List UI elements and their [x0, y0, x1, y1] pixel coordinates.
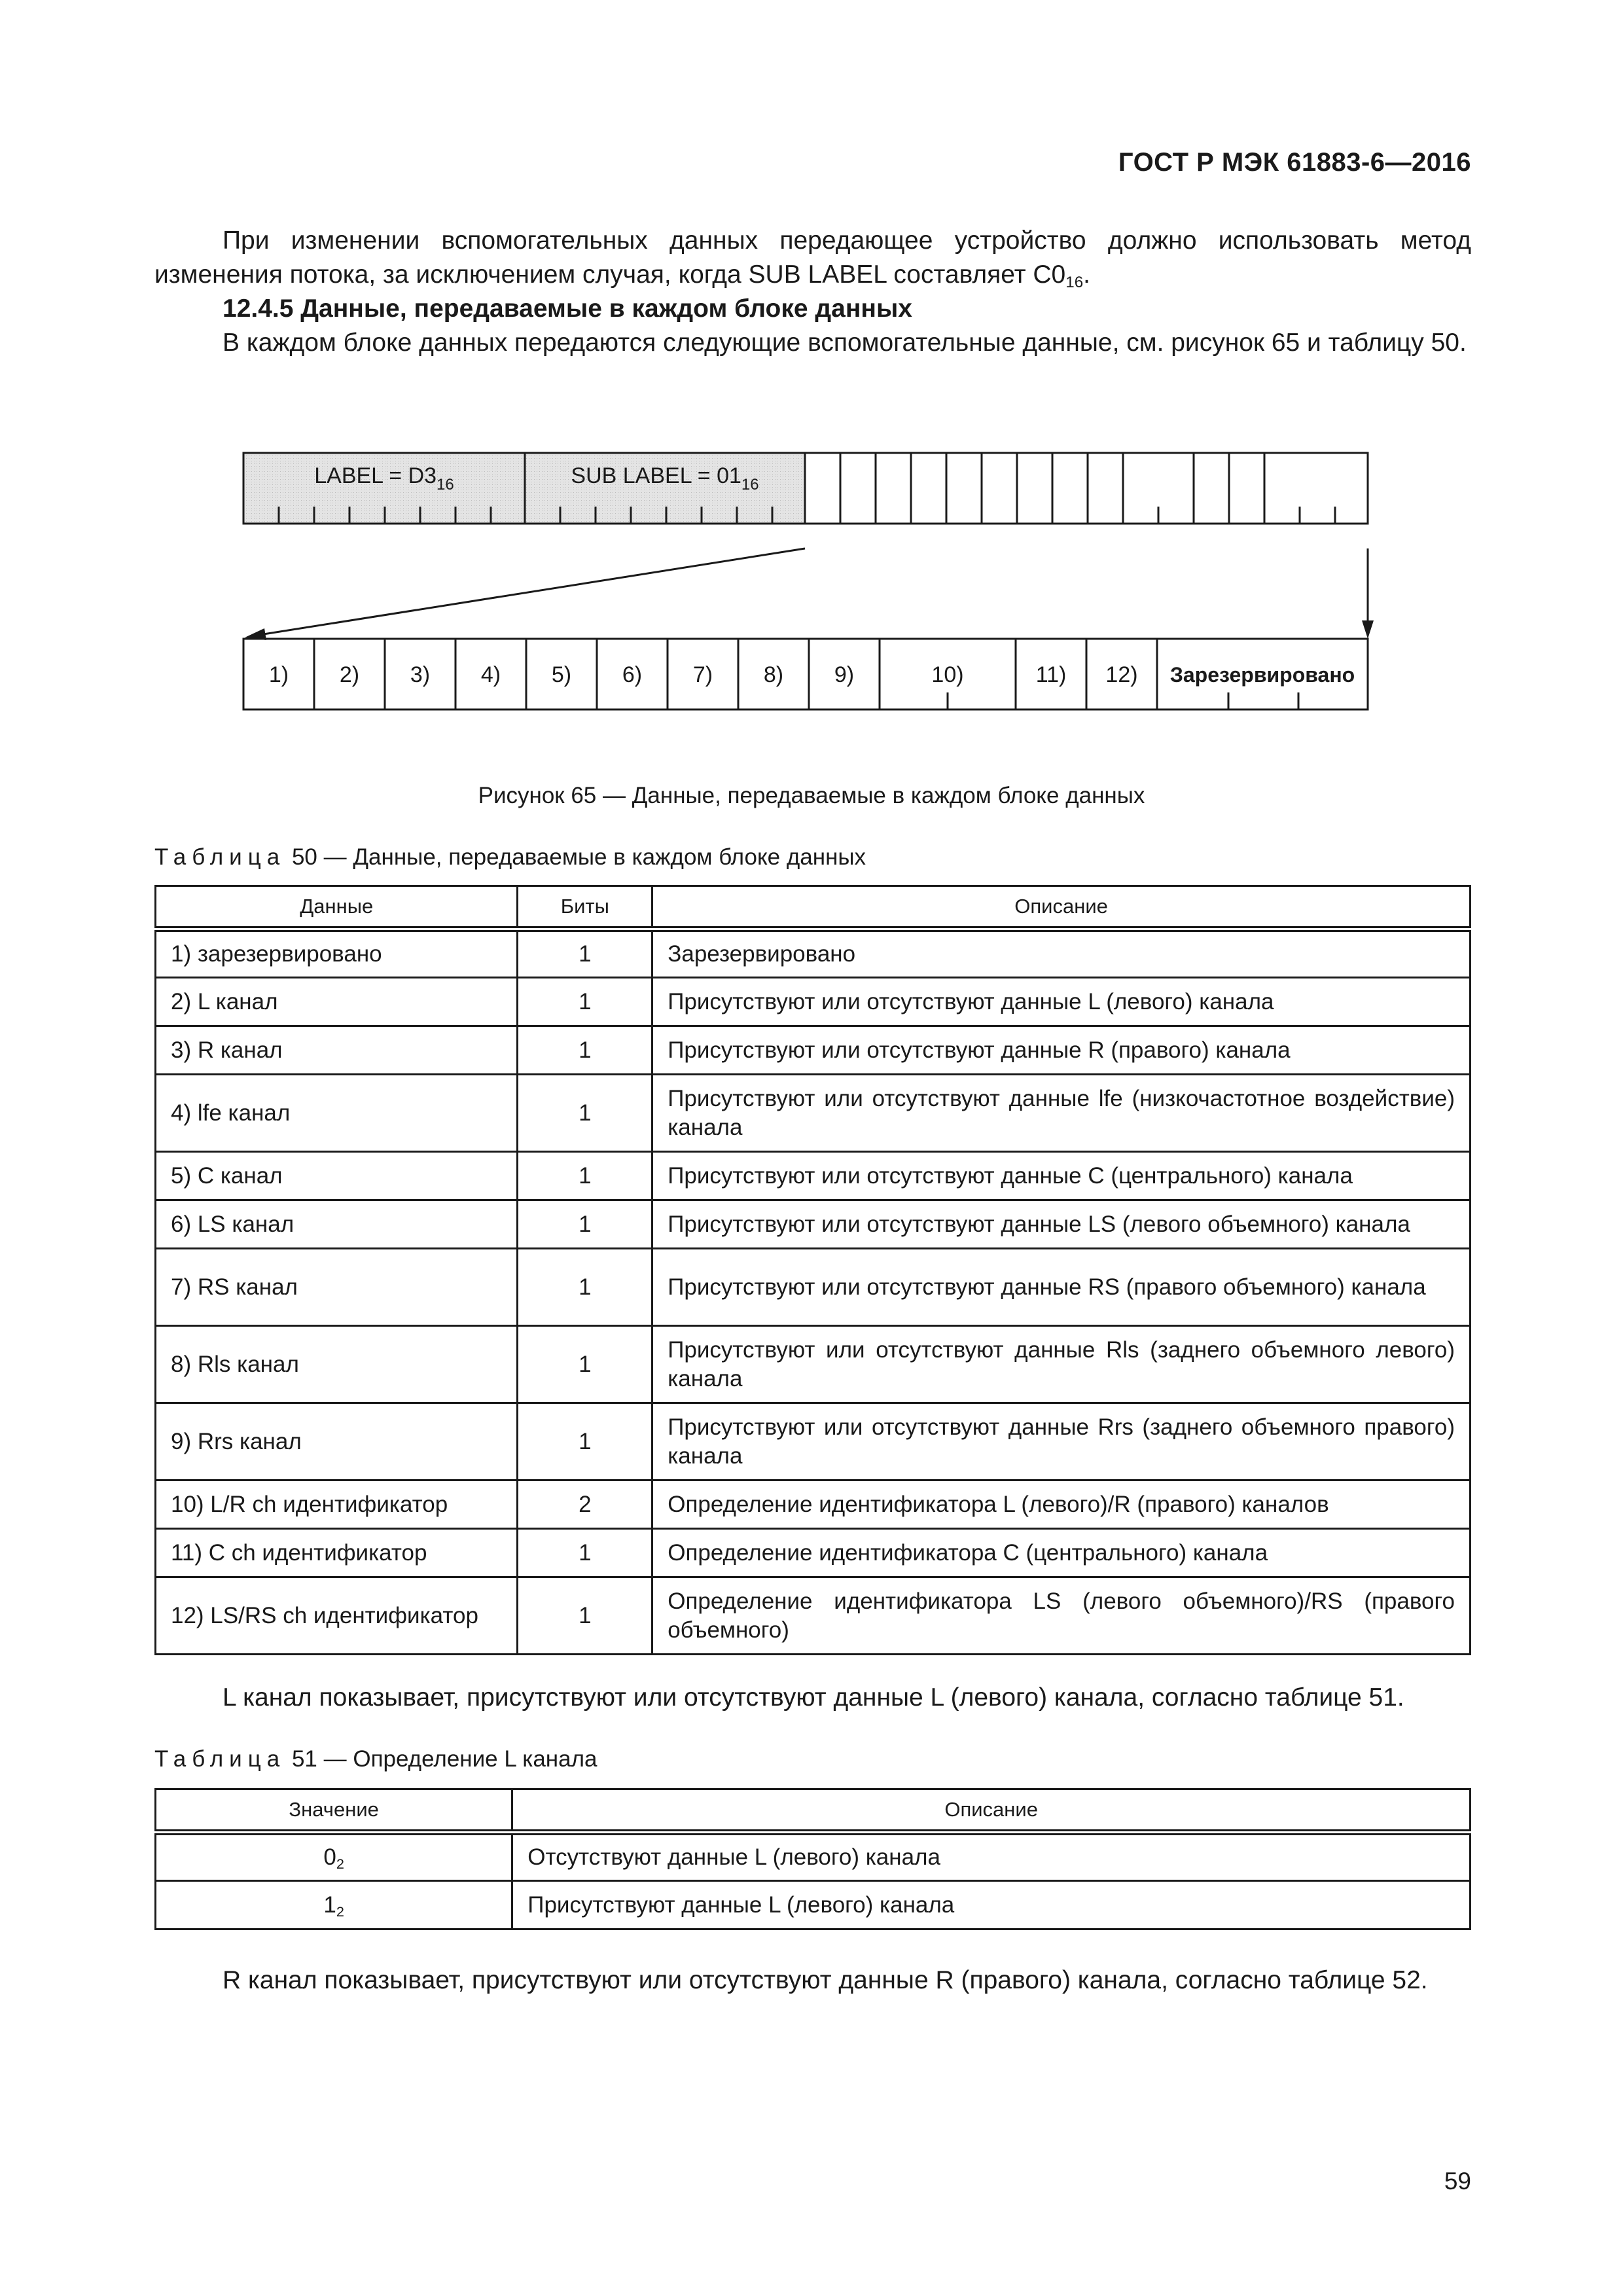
table-cell: Определение идентификатора L (левого)/R (правого) каналов: [652, 1480, 1471, 1529]
paragraph-l-text: L канал показывает, присутствуют или отсутствуют данные L (левого) канала, согласно таблице 51.: [223, 1683, 1404, 1712]
table-row: [156, 978, 1471, 1026]
table-cell: 9) Rrs канал: [156, 1403, 518, 1480]
table-row: [156, 1833, 1471, 1881]
table-51-header-row: [156, 1789, 1471, 1833]
table-cell: 1: [518, 929, 652, 978]
table-cell: 5) C канал: [156, 1152, 518, 1200]
table-cell: 2: [518, 1480, 652, 1529]
table-cell: Отсутствуют данные L (левого) канала: [512, 1833, 1471, 1881]
table-row: [156, 1152, 1471, 1200]
cell-3: 3): [410, 662, 431, 687]
table-cell: 1: [518, 1326, 652, 1403]
cell-6: 6): [622, 662, 643, 687]
table-row: [156, 1577, 1471, 1655]
table-cell: 8) Rls канал: [156, 1326, 518, 1403]
table-row: [156, 1075, 1471, 1152]
table-cell: Определение идентификатора C (центрального) канала: [652, 1529, 1471, 1577]
table-50: [154, 885, 1471, 1655]
table-cell: Присутствуют или отсутствуют данные RS (правого объемного) канала: [652, 1249, 1471, 1326]
section-heading: [154, 292, 1471, 326]
table-51-header: Описание: [512, 1789, 1471, 1833]
intro-text: При изменении вспомогательных данных передающее устройство должно использовать метод изменения потока, за исключением случая, когда SUB LABEL составляет C0: [154, 226, 1471, 289]
cell-10: 10): [931, 662, 964, 687]
paragraph-l-channel: [154, 1681, 1471, 1715]
table-cell: 1: [518, 1152, 652, 1200]
value-text: 1: [323, 1892, 336, 1918]
table-row: [156, 1200, 1471, 1249]
table-cell: 4) lfe канал: [156, 1075, 518, 1152]
table-cell: Определение идентификатора LS (левого объемного)/RS (правого объемного): [652, 1577, 1471, 1655]
bottom-cell-separators: [314, 639, 1157, 709]
table-cell: 1: [518, 1403, 652, 1480]
top-bit-separators: [840, 453, 1264, 524]
table-cell: Присутствуют или отсутствуют данные lfe (низкочастотное воздействие) канала: [652, 1075, 1471, 1152]
table-cell: 1: [518, 1577, 652, 1655]
table-row: [156, 1026, 1471, 1075]
table-cell: 1: [518, 1249, 652, 1326]
table-cell: 1) зарезервировано: [156, 929, 518, 978]
sublabel-field-text: SUB LABEL = $01_{16}$: [571, 463, 759, 493]
cell-7: 7): [692, 662, 713, 687]
cell-9: 9): [834, 662, 855, 687]
table-cell: 11) C ch идентификатор: [156, 1529, 518, 1577]
table-row: [156, 1326, 1471, 1403]
table-50-title: [154, 844, 866, 870]
table-51-title: [154, 1746, 597, 1772]
value-subscript: 2: [336, 1903, 344, 1920]
cell-1: 1): [268, 662, 289, 687]
table-row: [156, 1403, 1471, 1480]
label-field-text: LABEL = $D3_{16}$: [314, 463, 454, 493]
table-cell: Присутствуют данные L (левого) канала: [512, 1881, 1471, 1929]
arrow-head-right: [1362, 620, 1374, 639]
table-50-header: Описание: [652, 886, 1471, 929]
cell-reserved: Зарезервировано: [1169, 663, 1355, 687]
paragraph-r-channel: [154, 1964, 1471, 1998]
section-paragraph: [154, 326, 1471, 360]
document-id: ГОСТ Р МЭК 61883-6—2016: [1118, 148, 1471, 177]
section-text: В каждом блоке данных передаются следующие вспомогательные данные, см. рисунок 65 и таблицу 50.: [223, 329, 1467, 357]
table-50-header: Данные: [156, 886, 518, 929]
value-text: 0: [323, 1844, 336, 1870]
figure-65: [236, 445, 1387, 733]
table-cell: 12) LS/RS ch идентификатор: [156, 1577, 518, 1655]
table-51-header: Значение: [156, 1789, 512, 1833]
table-cell: 3) R канал: [156, 1026, 518, 1075]
table-cell: Присутствуют или отсутствуют данные Rls (заднего объемного левого) канала: [652, 1326, 1471, 1403]
cell-11: 11): [1035, 662, 1067, 687]
table-row: [156, 1249, 1471, 1326]
table-50-title-text: 50 — Данные, передаваемые в каждом блоке данных: [291, 844, 866, 870]
table-50-header-row: [156, 886, 1471, 929]
table-51: [154, 1788, 1471, 1930]
cell-12: 12): [1105, 662, 1138, 687]
table-row: [156, 1881, 1471, 1929]
table-cell: Присутствуют или отсутствуют данные LS (левого объемного) канала: [652, 1200, 1471, 1249]
table-cell: 1: [518, 1075, 652, 1152]
figure-caption: Рисунок 65 — Данные, передаваемые в каждом блоке данных: [478, 783, 1145, 808]
table-51-prefix: Таблица: [154, 1746, 286, 1772]
value-subscript: 2: [336, 1856, 344, 1873]
table-row: [156, 1529, 1471, 1577]
table-51-title-text: 51 — Определение L канала: [291, 1746, 597, 1772]
table-cell: 2) L канал: [156, 978, 518, 1026]
table-cell: Присутствуют или отсутствуют данные Rrs (заднего объемного правого) канала: [652, 1403, 1471, 1480]
paragraph-r-text: R канал показывает, присутствуют или отсутствуют данные R (правого) канала, согласно таблице 52.: [223, 1966, 1428, 1994]
table-cell: 1: [518, 1026, 652, 1075]
table-cell: Присутствуют или отсутствуют данные L (левого) канала: [652, 978, 1471, 1026]
table-cell: 10) L/R ch идентификатор: [156, 1480, 518, 1529]
intro-subscript: 16: [1065, 273, 1084, 291]
table-cell: 7) RS канал: [156, 1249, 518, 1326]
table-cell: 6) LS канал: [156, 1200, 518, 1249]
bottom-bit-ticks: [948, 692, 1298, 709]
table-cell: 1: [518, 1200, 652, 1249]
table-cell: 1: [518, 1529, 652, 1577]
table-row: [156, 1480, 1471, 1529]
table-row: [156, 929, 1471, 978]
cell-5: 5): [551, 662, 572, 687]
table-50-prefix: Таблица: [154, 844, 286, 870]
section-heading-text: 12.4.5 Данные, передаваемые в каждом блоке данных: [223, 295, 912, 323]
cell-2: 2): [339, 662, 360, 687]
intro-paragraph: [154, 224, 1471, 292]
intro-text-end: .: [1083, 260, 1090, 289]
table-cell: [156, 1881, 512, 1929]
table-cell: Зарезервировано: [652, 929, 1471, 978]
table-50-header: Биты: [518, 886, 652, 929]
table-cell: [156, 1833, 512, 1881]
table-cell: Присутствуют или отсутствуют данные C (центрального) канала: [652, 1152, 1471, 1200]
figure-65-diagram: [236, 445, 1387, 733]
expand-arrow-left: [255, 548, 805, 636]
table-cell: Присутствуют или отсутствуют данные R (правого) канала: [652, 1026, 1471, 1075]
page-number: 59: [1444, 2168, 1471, 2195]
cell-4: 4): [480, 662, 501, 687]
cell-8: 8): [763, 662, 784, 687]
table-cell: 1: [518, 978, 652, 1026]
